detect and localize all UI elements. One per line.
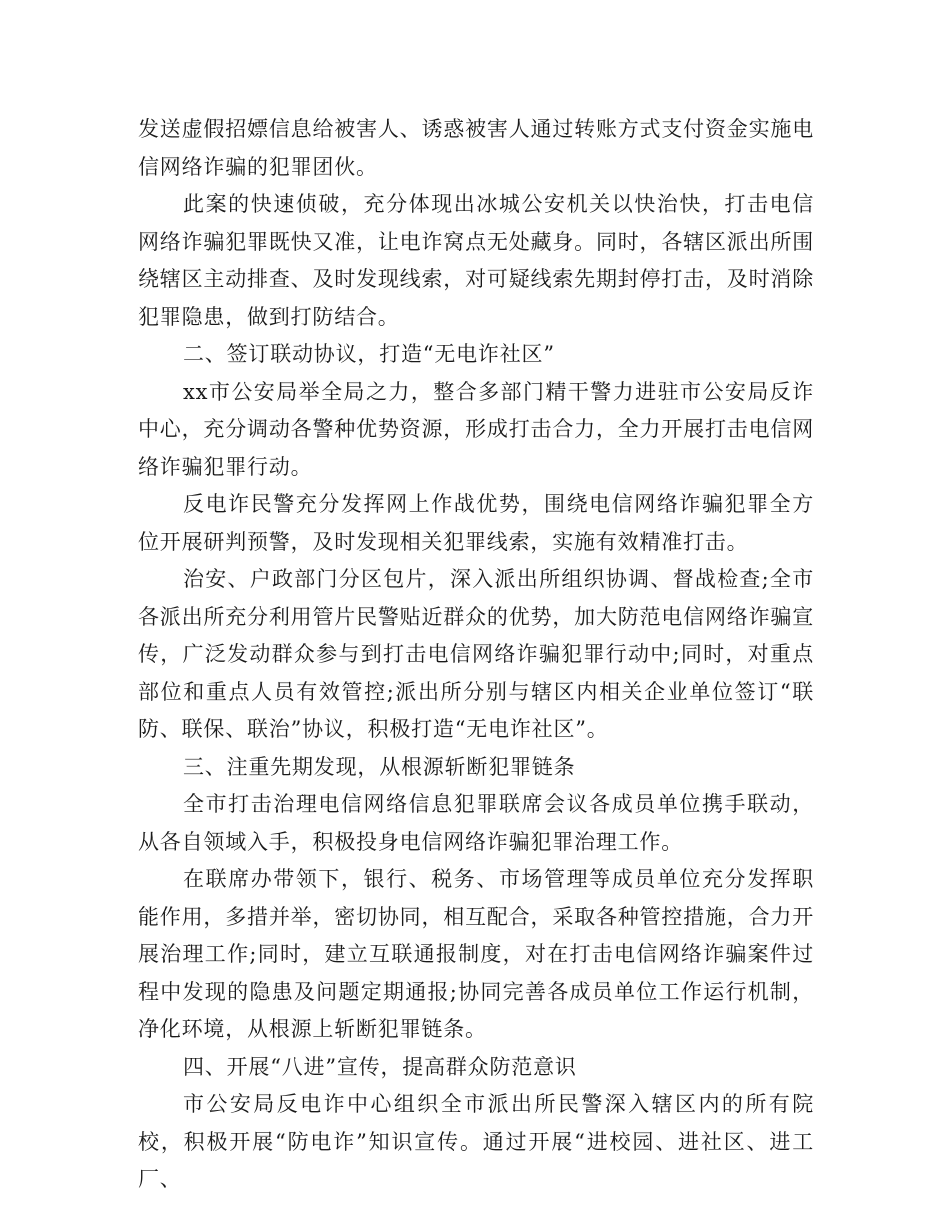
paragraph-1: 发送虚假招嫖信息给被害人、诱惑被害人通过转账方式支付资金实施电信网络诈骗的犯罪团伙。 (138, 117, 814, 179)
document-body (138, 111, 814, 1199)
paragraph-5: 治安、户政部门分区包片，深入派出所组织协调、督战检查;全市各派出所充分利用管片民警贴近群众的优势，加大防范电信网络诈骗宣传，广泛发动群众参与到打击电信网络诈骗犯罪行动中;同时，对重点部位和重点人员有效管控;派出所分别与辖区内相关企业单位签订“联防、联保、联治”协议，积极打造“无电诈社区”。 (138, 567, 814, 741)
section-heading-2: 二、签订联动协议，打造“无电诈社区” (183, 342, 555, 366)
section-heading-3: 三、注重先期发现，从根源斩断犯罪链条 (183, 754, 576, 779)
paragraph-4: 反电诈民警充分发挥网上作战优势，围绕电信网络诈骗犯罪全方位开展研判预警，及时发现相关犯罪线索，实施有效精准打击。 (138, 492, 814, 554)
paragraph-8: 市公安局反电诈中心组织全市派出所民警深入辖区内的所有院校，积极开展“防电诈”知识宣传。通过开展“进校园、进社区、进工厂、 (138, 1092, 814, 1191)
paragraph-2: 此案的快速侦破，充分体现出冰城公安机关以快治快，打击电信网络诈骗犯罪既快又准，让电诈窝点无处藏身。同时，各辖区派出所围绕辖区主动排查、及时发现线索，对可疑线索先期封停打击，及时消除犯罪隐患，做到打防结合。 (138, 192, 814, 329)
section-heading-4: 四、开展“八进”宣传，提高群众防范意识 (183, 1054, 577, 1079)
paragraph-6: 全市打击治理电信网络信息犯罪联席会议各成员单位携手联动，从各自领域入手，积极投身电信网络诈骗犯罪治理工作。 (138, 792, 814, 854)
paragraph-7: 在联席办带领下，银行、税务、市场管理等成员单位充分发挥职能作用，多措并举，密切协同，相互配合，采取各种管控措施，合力开展治理工作;同时，建立互联通报制度，对在打击电信网络诈骗案件过程中发现的隐患及问题定期通报;协同完善各成员单位工作运行机制，净化环境，从根源上斩断犯罪链条。 (138, 867, 814, 1041)
paragraph-3: xx市公安局举全局之力，整合多部门精干警力进驻市公安局反诈中心，充分调动各警种优势资源，形成打击合力，全力开展打击电信网络诈骗犯罪行动。 (138, 379, 814, 479)
